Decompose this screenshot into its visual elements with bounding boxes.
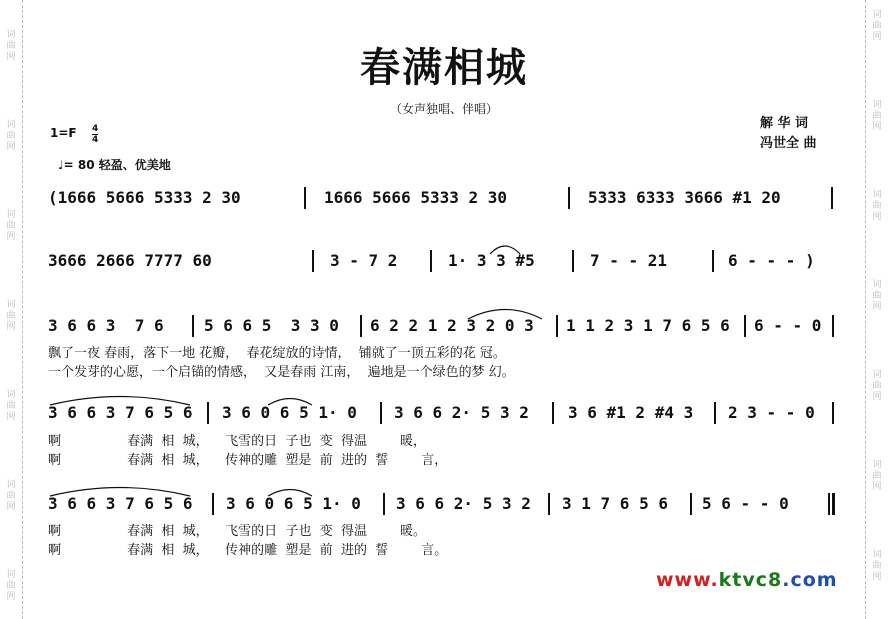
measure: 3 1 7 6 5 6 <box>562 494 668 513</box>
composer-credit: 冯世全 曲 <box>760 136 817 151</box>
measure: 5 6 - - 0 <box>702 494 789 513</box>
barline <box>552 402 554 424</box>
barline <box>212 493 214 515</box>
watermark-text: 词曲网 <box>872 550 882 582</box>
barline <box>207 402 209 424</box>
barline <box>712 250 714 272</box>
score-line-4 <box>0 400 888 426</box>
measure: 3 6 0 6 5 1· 0 <box>226 494 361 513</box>
barline <box>380 402 382 424</box>
measure: 5333 6333 3666 #1 20 <box>588 188 781 207</box>
watermark-text: 词曲网 <box>6 570 16 602</box>
barline <box>548 493 550 515</box>
lyric-line-4: 啊 春满 相 城， 传神的雕 塑是 前 进的 誓 言， <box>48 453 448 468</box>
lyricist-credit: 解 华 词 <box>760 116 809 131</box>
measure: 2 3 - - 0 <box>728 403 815 422</box>
measure: 6 2 2 1 2 3 2 0 3 <box>370 316 534 335</box>
key-signature: 1=F <box>50 126 77 140</box>
measure: 3 6 6 2· 5 3 2 <box>394 403 529 422</box>
barline <box>832 402 834 424</box>
watermark-text: 词曲网 <box>872 460 882 492</box>
measure: 3 6 6 3 7 6 <box>48 316 164 335</box>
measure: 1666 5666 5333 2 30 <box>324 188 508 207</box>
watermark-text: 词曲网 <box>872 280 882 312</box>
measure: 3 6 0 6 5 1· 0 <box>222 403 357 422</box>
website-watermark <box>656 569 838 591</box>
measure: 1 1 2 3 1 7 6 5 6 <box>566 316 730 335</box>
performance-note: （女声独唱、伴唱） <box>389 102 498 116</box>
measure: 6 - - - ) <box>728 251 815 270</box>
watermark-text: 词曲网 <box>6 30 16 62</box>
watermark-text: 词曲网 <box>6 390 16 422</box>
barline <box>383 493 385 515</box>
measure: 3 - 7 2 <box>330 251 398 270</box>
measure: 7 - - 21 <box>590 251 668 270</box>
watermark-text: 词曲网 <box>872 10 882 42</box>
barline <box>360 315 362 337</box>
score-line-1 <box>0 185 888 211</box>
measure: 1· 3 3 #5 <box>448 251 535 270</box>
tempo-marking: ♩= 80 轻盈、优美地 <box>58 158 171 172</box>
watermark-text: 词曲网 <box>872 370 882 402</box>
barline <box>690 493 692 515</box>
measure: 5 6 6 5 3 3 0 <box>204 316 339 335</box>
lyric-line-5: 啊 春满 相 城， 飞雪的日 子也 变 得温 暖。 <box>48 524 427 539</box>
watermark-text: 词曲网 <box>872 100 882 132</box>
lyric-line-2: 一个发芽的心愿，一个启锚的情感， 又是春雨 江南， 遍地是一个绿色的梦 幻。 <box>48 365 515 380</box>
barline <box>556 315 558 337</box>
barline <box>828 493 830 515</box>
barline <box>572 250 574 272</box>
barline <box>304 187 306 209</box>
barline <box>831 187 833 209</box>
lyric-line-3: 啊 春满 相 城， 飞雪的日 子也 变 得温 暖， <box>48 434 427 449</box>
watermark-text: 词曲网 <box>6 120 16 152</box>
time-signature <box>92 124 98 145</box>
watermark-text: 词曲网 <box>6 210 16 242</box>
website-part: .com <box>782 569 838 591</box>
barline <box>832 315 834 337</box>
measure: (1666 5666 5333 2 30 <box>48 188 241 207</box>
measure: 3 6 #1 2 #4 3 <box>568 403 694 422</box>
measure: 6 - - 0 <box>754 316 822 335</box>
lyric-line-1: 飘了一夜 春雨，落下一地 花瓣， 春花绽放的诗情， 铺就了一顶五彩的花 冠。 <box>48 346 506 361</box>
score-line-3 <box>0 313 888 339</box>
barline <box>568 187 570 209</box>
barline <box>192 315 194 337</box>
watermark-text: 词曲网 <box>6 300 16 332</box>
measure: 3 6 6 3 7 6 5 6 <box>48 494 193 513</box>
barline <box>744 315 746 337</box>
website-part: www. <box>656 569 719 591</box>
score-line-2 <box>0 248 888 274</box>
website-part: ktvc8 <box>718 569 783 591</box>
score-line-5 <box>0 491 888 517</box>
song-title: 春满相城 <box>360 45 528 91</box>
final-barline <box>832 493 835 515</box>
time-signature-top: 4 <box>92 124 99 134</box>
barline <box>312 250 314 272</box>
lyric-line-6: 啊 春满 相 城， 传神的雕 塑是 前 进的 誓 言。 <box>48 543 448 558</box>
watermark-text: 词曲网 <box>6 480 16 512</box>
barline <box>430 250 432 272</box>
measure: 3 6 6 3 7 6 5 6 <box>48 403 193 422</box>
measure: 3666 2666 7777 60 <box>48 251 212 270</box>
barline <box>714 402 716 424</box>
measure: 3 6 6 2· 5 3 2 <box>396 494 531 513</box>
time-signature-bottom: 4 <box>92 135 99 145</box>
watermark-text: 词曲网 <box>872 190 882 222</box>
